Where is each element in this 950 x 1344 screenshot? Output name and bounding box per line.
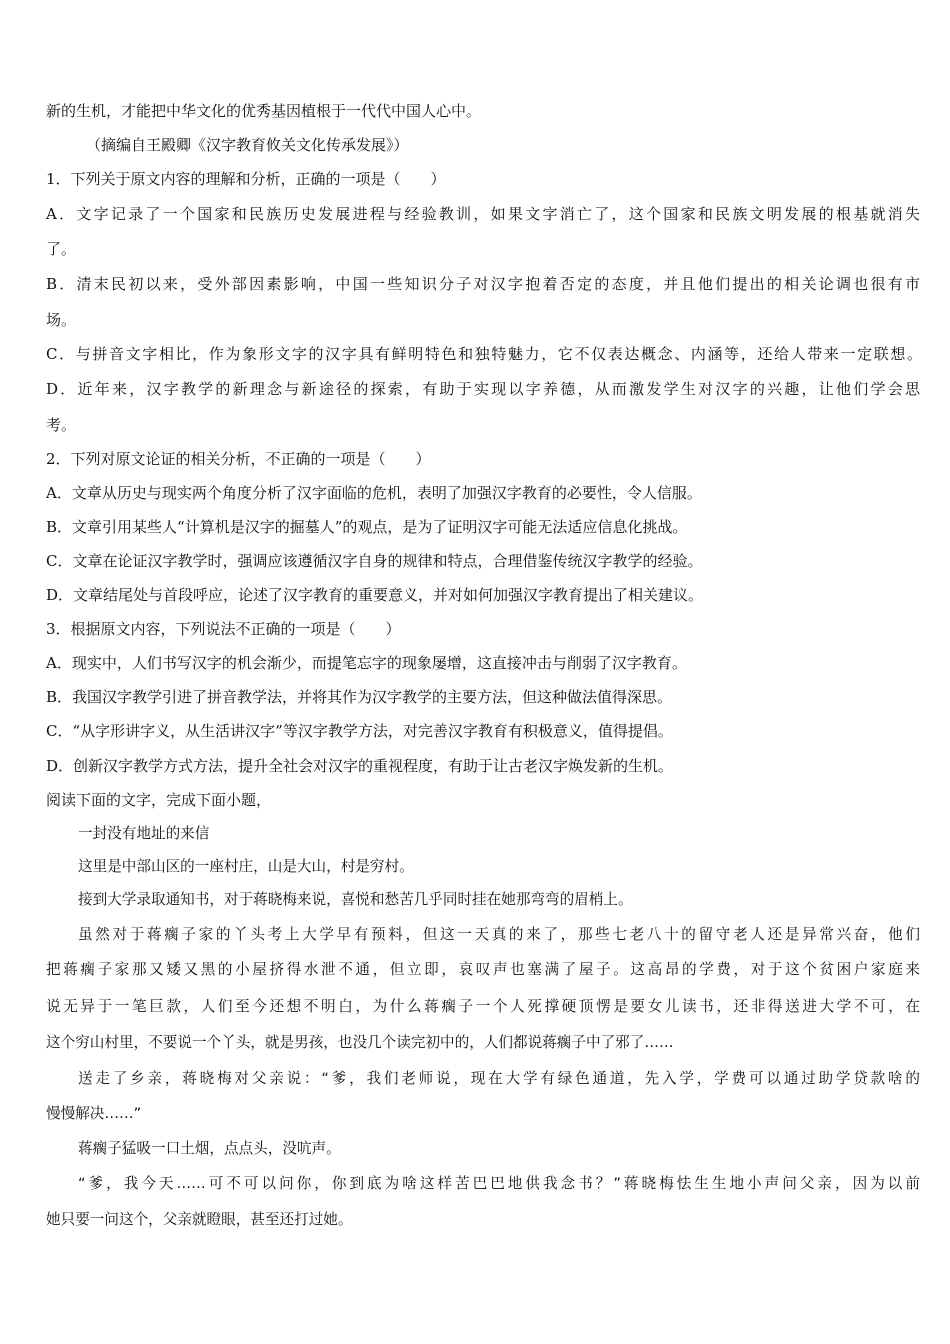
q3-option-a: A．现实中，人们书写汉字的机会渐少，而提笔忘字的现象屡增，这直接冲击与削弱了汉字教育。 (46, 654, 687, 672)
q3-option-b: B．我国汉字教学引进了拼音教学法，并将其作为汉字教学的主要方法，但这种做法值得深思。 (46, 688, 673, 706)
story-paragraph-cont: 这个穷山村里，不要说一个丫头，就是男孩，也没几个读完初中的，人们都说蒋瘸子中了邪了…… (46, 1034, 674, 1051)
q1-option-a-cont: 了。 (46, 240, 77, 258)
question-2-stem: 2．下列对原文论证的相关分析，不正确的一项是（ ） (46, 450, 431, 468)
q1-option-b-cont: 场。 (46, 311, 77, 329)
q3-option-c: C．“从字形讲字义，从生活讲汉字”等汉字教学方法，对完善汉字教育有积极意义，值得提倡。 (46, 722, 673, 740)
story-paragraph-cont: 说无异于一笔巨款，人们至今还想不明白，为什么蒋瘸子一个人死撑硬顶愣是要女儿读书，还非得送进大学不可，在 (46, 998, 920, 1015)
story-title: 一封没有地址的来信 (78, 825, 210, 842)
q1-option-c: C．与拼音文字相比，作为象形文字的汉字具有鲜明特色和独特魅力，它不仅表达概念、内涵等，还给人带来一定联想。 (46, 345, 922, 363)
passage-source: （摘编自王殿卿《汉字教育攸关文化传承发展》） (86, 136, 409, 154)
passage-tail: 新的生机，才能把中华文化的优秀基因植根于一代代中国人心中。 (46, 102, 482, 120)
story-paragraph-cont: 慢慢解决……” (46, 1105, 142, 1122)
q1-option-a: A．文字记录了一个国家和民族历史发展进程与经验教训，如果文字消亡了，这个国家和民族文明发展的根基就消失 (46, 205, 920, 223)
story-paragraph: 蒋瘸子猛吸一口土烟，点点头，没吭声。 (78, 1140, 341, 1157)
q2-option-c: C．文章在论证汉字教学时，强调应该遵循汉字自身的规律和特点，合理借鉴传统汉字教学的经验。 (46, 552, 703, 570)
story-paragraph: “爹，我今天……可不可以问你，你到底为啥这样苦巴巴地供我念书？”蒋晓梅怯生生地小声问父亲，因为以前 (78, 1175, 920, 1192)
story-paragraph-cont: 把蒋瘸子家那又矮又黑的小屋挤得水泄不通，但立即，哀叹声也塞满了屋子。这高昂的学费，对于这个贫困户家庭来 (46, 961, 920, 978)
q1-option-d-cont: 考。 (46, 416, 77, 434)
q1-option-b: B．清末民初以来，受外部因素影响，中国一些知识分子对汉字抱着否定的态度，并且他们提出的相关论调也很有市 (46, 275, 920, 293)
story-paragraph: 这里是中部山区的一座村庄，山是大山，村是穷村。 (78, 858, 414, 875)
q1-option-d: D．近年来，汉字教学的新理念与新途径的探索，有助于实现以字养德，从而激发学生对汉字的兴趣，让他们学会思 (46, 380, 920, 398)
q2-option-b: B．文章引用某些人“计算机是汉字的掘墓人”的观点，是为了证明汉字可能无法适应信息化挑战。 (46, 518, 688, 536)
story-paragraph: 接到大学录取通知书，对于蒋晓梅来说，喜悦和愁苦几乎同时挂在她那弯弯的眉梢上。 (78, 891, 633, 908)
question-1-stem: 1．下列关于原文内容的理解和分析，正确的一项是（ ） (46, 170, 446, 188)
reading-intro: 阅读下面的文字，完成下面小题， (46, 791, 272, 809)
question-3-stem: 3．根据原文内容，下列说法不正确的一项是（ ） (46, 620, 401, 638)
story-paragraph: 虽然对于蒋瘸子家的丫头考上大学早有预料，但这一天真的来了，那些七老八十的留守老人还是异常兴奋，他们 (78, 926, 920, 943)
story-paragraph-cont: 她只要一问这个，父亲就瞪眼，甚至还打过她。 (46, 1211, 353, 1228)
q3-option-d: D．创新汉字教学方式方法，提升全社会对汉字的重视程度，有助于让古老汉字焕发新的生机。 (46, 757, 674, 775)
q2-option-a: A．文章从历史与现实两个角度分析了汉字面临的危机，表明了加强汉字教育的必要性，令人信服。 (46, 484, 702, 502)
q2-option-d: D．文章结尾处与首段呼应，论述了汉字教育的重要意义，并对如何加强汉字教育提出了相关建议。 (46, 586, 704, 604)
story-paragraph: 送走了乡亲，蒋晓梅对父亲说：“爹，我们老师说，现在大学有绿色通道，先入学，学费可以通过助学贷款啥的 (78, 1070, 920, 1087)
